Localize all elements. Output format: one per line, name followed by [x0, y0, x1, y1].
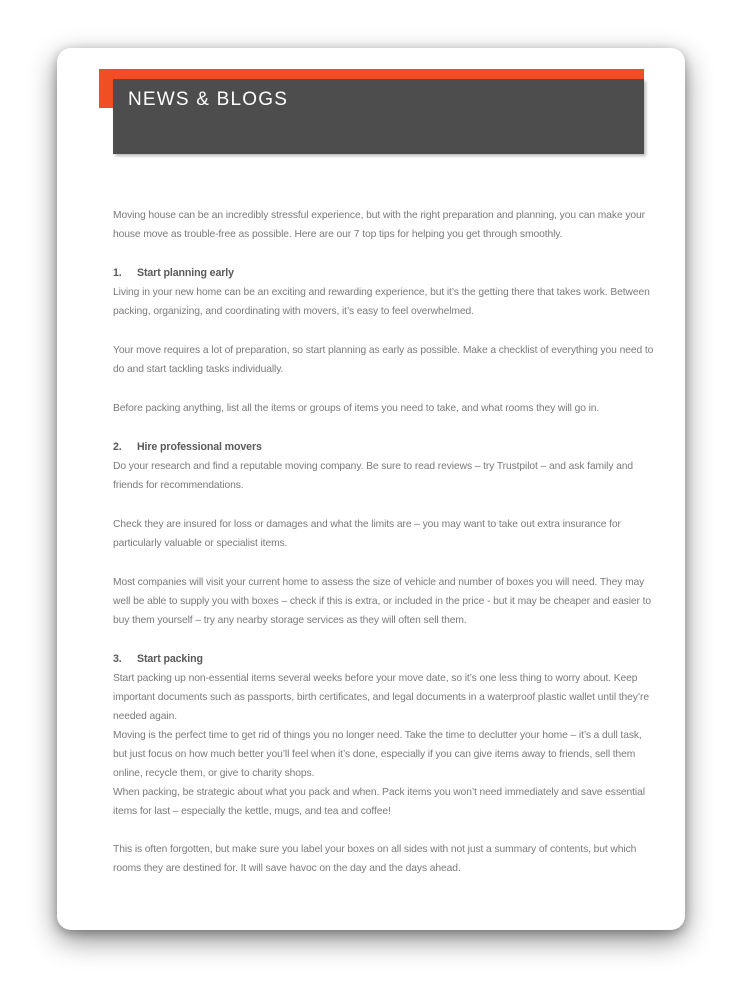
news-blogs-banner	[99, 69, 644, 154]
section-3-paragraph: Start packing up non-essential items several weeks before your move date, so it’s one less thing to worry about. Keep important documents such as passports, birth certificates, and legal documents in a waterproof plastic wallet until they’re needed again.	[113, 673, 649, 722]
section-1-paragraph: Your move requires a lot of preparation, so start planning as early as possible. Make a checklist of everything you need to do and start tackling tasks individually.	[113, 345, 654, 375]
section-2-title: Hire professional movers	[137, 441, 262, 453]
section-2-paragraph: Check they are insured for loss or damages and what the limits are – you may want to take out extra insurance for particularly valuable or specialist items.	[113, 519, 621, 549]
section-2-paragraph: Do your research and find a reputable moving company. Be sure to read reviews – try Trustpilot – and ask family and friends for recommendations.	[113, 461, 634, 491]
section-1-title: Start planning early	[137, 267, 234, 279]
document-page	[57, 48, 685, 930]
section-3-number: 3.	[113, 653, 122, 665]
intro-paragraph: Moving house can be an incredibly stressful experience, but with the right preparation and planning, you can make your house move as trouble-free as possible. Here are our 7 top tips for helping you get through smoothly.	[113, 210, 645, 240]
section-3-paragraph: When packing, be strategic about what you pack and when. Pack items you won’t need immediately and save essential items for last – especially the kettle, mugs, and tea and coffee!	[113, 787, 645, 817]
section-heading-3	[113, 650, 654, 669]
section-2-paragraph: Most companies will visit your current home to assess the size of vehicle and number of boxes you will need. They may well be able to supply you with boxes – check if this is extra, or included in the price - but it may be cheaper and easier to buy them yourself – try any nearby storage services as they will often sell them.	[113, 577, 652, 626]
section-1-number: 1.	[113, 267, 122, 279]
section-3-title: Start packing	[137, 653, 203, 665]
banner-box	[113, 79, 644, 154]
section-1-paragraph: Before packing anything, list all the items or groups of items you need to take, and what rooms they will go in.	[113, 403, 600, 414]
section-heading-1	[113, 264, 654, 283]
closing-paragraph: This is often forgotten, but make sure you label your boxes on all sides with not just a summary of contents, but which rooms they are destined for. It will save havoc on the day and the days ahead.	[113, 844, 637, 874]
section-heading-2	[113, 438, 654, 457]
section-1-paragraph: Living in your new home can be an exciting and rewarding experience, but it’s the getting there that takes work. Between packing, organizing, and coordinating with movers, it’s easy to feel overwhelmed.	[113, 287, 650, 317]
page-title: NEWS & BLOGS	[128, 89, 289, 110]
section-2-number: 2.	[113, 441, 122, 453]
article-body	[113, 206, 654, 898]
section-3-paragraph: Moving is the perfect time to get rid of things you no longer need. Take the time to declutter your home – it’s a dull task, but just focus on how much better you’ll feel when it’s done, especially if you can give items away to friends, sell them online, recycle them, or give to charity shops.	[113, 730, 642, 779]
